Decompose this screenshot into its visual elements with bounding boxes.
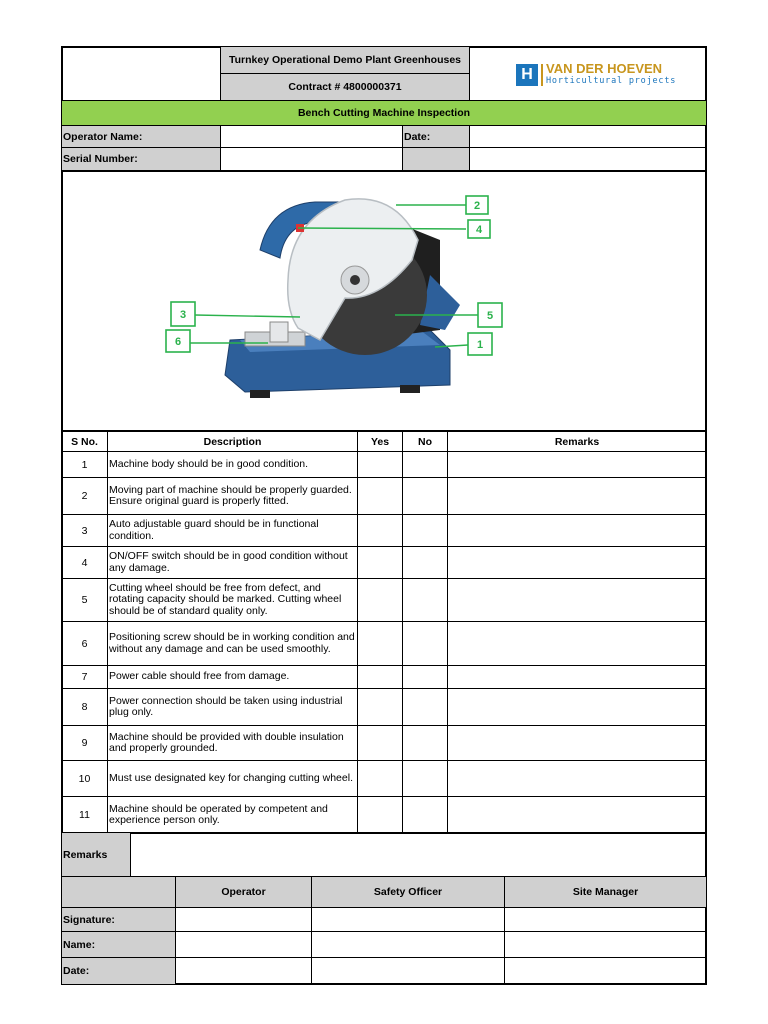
date-site-manager-field[interactable] — [504, 957, 707, 985]
row-remarks-field[interactable] — [447, 665, 707, 689]
row-yes-checkbox[interactable] — [357, 760, 403, 797]
row-number: 7 — [61, 665, 108, 689]
row-yes-checkbox[interactable] — [357, 796, 403, 834]
row-remarks-field[interactable] — [447, 514, 707, 547]
signature-operator-field[interactable] — [175, 907, 312, 932]
row-number: 9 — [61, 725, 108, 761]
row-yes-checkbox[interactable] — [357, 665, 403, 689]
row-no-checkbox[interactable] — [402, 477, 448, 515]
row-description: Cutting wheel should be free from defect, and rotating capacity should be marked. Cutting wheel should be of standard quality only. — [107, 578, 358, 622]
saw-foot-left — [250, 390, 270, 398]
contract-number: Contract # 4800000371 — [220, 73, 470, 101]
remarks-label: Remarks — [63, 848, 108, 861]
logo-mark-icon — [516, 64, 538, 86]
company-logo — [516, 63, 676, 87]
row-description: Machine body should be in good condition. — [107, 451, 358, 478]
svg-text:6: 6 — [174, 336, 182, 348]
row-yes-checkbox[interactable] — [357, 725, 403, 761]
row-yes-checkbox[interactable] — [357, 477, 403, 515]
signoff-col-safety-officer: Safety Officer — [311, 876, 505, 908]
row-number: 1 — [61, 451, 108, 478]
saw-foot-right — [400, 385, 420, 393]
header-no: No — [402, 431, 448, 452]
svg-text:5: 5 — [486, 310, 494, 322]
row-yes-checkbox[interactable] — [357, 578, 403, 622]
date-safety-officer-field[interactable] — [311, 957, 505, 985]
row-no-checkbox[interactable] — [402, 725, 448, 761]
row-description: Power cable should free from damage. — [107, 665, 358, 689]
name-safety-officer-field[interactable] — [311, 931, 505, 958]
row-no-checkbox[interactable] — [402, 760, 448, 797]
signoff-row-name: Name: — [61, 931, 176, 958]
cut-off-saw-diagram — [150, 180, 520, 420]
row-description: ON/OFF switch should be in good condition without any damage. — [107, 546, 358, 579]
row-yes-checkbox[interactable] — [357, 621, 403, 666]
row-number: 6 — [61, 621, 108, 666]
row-remarks-field[interactable] — [447, 688, 707, 726]
row-description: Power connection should be taken using industrial plug only. — [107, 688, 358, 726]
header-remarks: Remarks — [447, 431, 707, 452]
callout-3 — [171, 302, 195, 326]
row-remarks-field[interactable] — [447, 578, 707, 622]
row-number: 3 — [61, 514, 108, 547]
row-description: Must use designated key for changing cutting wheel. — [107, 760, 358, 797]
row-yes-checkbox[interactable] — [357, 688, 403, 726]
serial-extra-grey — [402, 147, 470, 171]
row-no-checkbox[interactable] — [402, 621, 448, 666]
row-number: 10 — [61, 760, 108, 797]
date-field[interactable] — [469, 125, 707, 148]
signoff-row-date: Date: — [61, 957, 176, 985]
row-number: 8 — [61, 688, 108, 726]
header-description: Description — [107, 431, 358, 452]
svg-text:1: 1 — [476, 339, 484, 351]
logo-divider — [541, 64, 543, 86]
row-description: Machine should be provided with double insulation and properly grounded. — [107, 725, 358, 761]
logo-tagline: Horticultural projects — [546, 76, 677, 86]
svg-text:2: 2 — [473, 200, 481, 212]
operator-name-field[interactable] — [220, 125, 403, 148]
svg-text:4: 4 — [475, 224, 483, 236]
row-yes-checkbox[interactable] — [357, 546, 403, 579]
row-description: Moving part of machine should be properly guarded. Ensure original guard is properly fitted. — [107, 477, 358, 515]
remarks-field[interactable] — [130, 832, 707, 877]
row-number: 2 — [61, 477, 108, 515]
row-no-checkbox[interactable] — [402, 578, 448, 622]
date-operator-field[interactable] — [175, 957, 312, 985]
serial-number-field[interactable] — [220, 147, 403, 171]
row-no-checkbox[interactable] — [402, 546, 448, 579]
form-title: Bench Cutting Machine Inspection — [61, 100, 707, 126]
operator-name-label: Operator Name: — [61, 125, 221, 148]
row-yes-checkbox[interactable] — [357, 514, 403, 547]
name-site-manager-field[interactable] — [504, 931, 707, 958]
signoff-corner — [61, 876, 176, 908]
row-remarks-field[interactable] — [447, 451, 707, 478]
callout-4 — [468, 220, 490, 238]
date-label: Date: — [402, 125, 470, 148]
row-description: Auto adjustable guard should be in functional condition. — [107, 514, 358, 547]
signoff-row-signature: Signature: — [61, 907, 176, 932]
row-number: 5 — [61, 578, 108, 622]
signature-site-manager-field[interactable] — [504, 907, 707, 932]
logo-letter: H — [521, 66, 533, 83]
name-operator-field[interactable] — [175, 931, 312, 958]
serial-number-label: Serial Number: — [61, 147, 221, 171]
signoff-col-site-manager: Site Manager — [504, 876, 707, 908]
row-yes-checkbox[interactable] — [357, 451, 403, 478]
row-description: Machine should be operated by competent and experience person only. — [107, 796, 358, 834]
row-remarks-field[interactable] — [447, 477, 707, 515]
row-number: 11 — [61, 796, 108, 834]
row-no-checkbox[interactable] — [402, 665, 448, 689]
callout-2 — [466, 196, 488, 214]
logo-name: VAN DER HOEVEN — [546, 61, 663, 76]
row-description: Positioning screw should be in working condition and without any damage and can be used smoothly. — [107, 621, 358, 666]
serial-extra-field[interactable] — [469, 147, 707, 171]
row-no-checkbox[interactable] — [402, 796, 448, 834]
header-yes: Yes — [357, 431, 403, 452]
header-sno: S No. — [61, 431, 108, 452]
row-remarks-field[interactable] — [447, 546, 707, 579]
row-remarks-field[interactable] — [447, 796, 707, 834]
saw-vise-clamp — [270, 322, 288, 342]
signature-safety-officer-field[interactable] — [311, 907, 505, 932]
row-remarks-field[interactable] — [447, 760, 707, 797]
row-no-checkbox[interactable] — [402, 514, 448, 547]
callout-6 — [166, 330, 190, 352]
row-remarks-field[interactable] — [447, 621, 707, 666]
callout-5 — [478, 303, 502, 327]
header-blank-cell — [61, 46, 221, 101]
row-number: 4 — [61, 546, 108, 579]
row-no-checkbox[interactable] — [402, 688, 448, 726]
project-title: Turnkey Operational Demo Plant Greenhouses — [220, 46, 470, 74]
row-no-checkbox[interactable] — [402, 451, 448, 478]
signoff-col-operator: Operator — [175, 876, 312, 908]
row-remarks-field[interactable] — [447, 725, 707, 761]
callout-1 — [468, 333, 492, 355]
svg-text:3: 3 — [179, 309, 187, 321]
remarks-label-cell — [61, 832, 131, 877]
